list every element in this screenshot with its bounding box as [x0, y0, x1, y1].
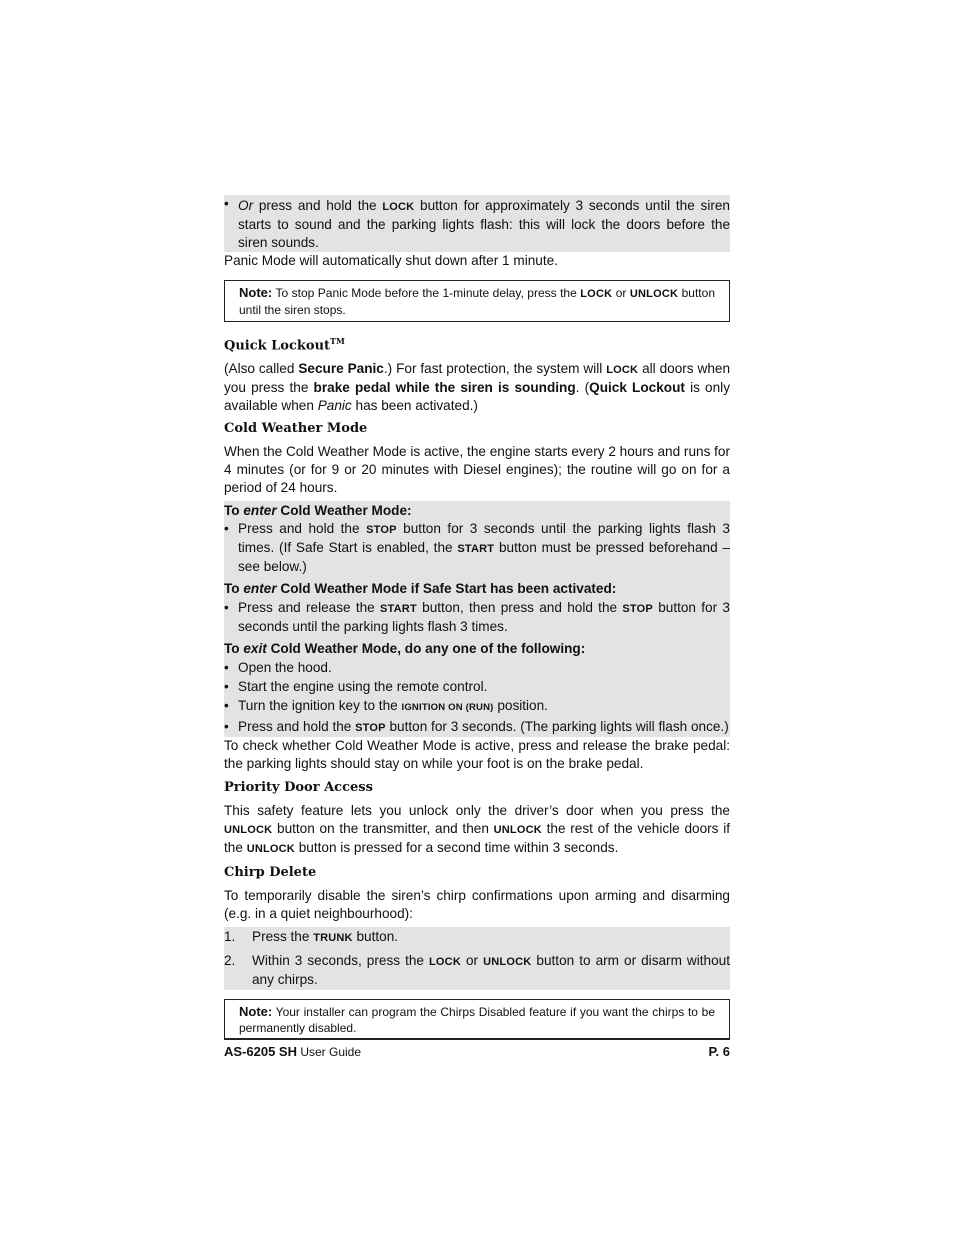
cold-weather-check-text: To check whether Cold Weather Mode is active, press and release the brake pedal: the parking lights should stay on while your foot is on the brake pedal.	[224, 738, 730, 772]
panic-lock-section	[224, 195, 730, 252]
note-box: Note: To stop Panic Mode before the 1-minute delay, press the LOCK or UNLOCK button until the siren stops.	[224, 280, 730, 322]
list-item: • Press and hold the STOP button for 3 seconds until the parking lights flash 3 times. (If Safe Start is enabled, the START button must be pressed beforehand – see below.)	[224, 520, 730, 576]
page-footer	[224, 1038, 730, 1059]
list-item: • Press and release the START button, then press and hold the STOP button for 3 seconds until the parking lights flash 3 times.	[224, 599, 730, 636]
list-item: • Press and hold the STOP button for 3 seconds. (The parking lights will flash once.)	[224, 718, 730, 737]
footer-title: AS-6205 SH User Guide	[224, 1044, 362, 1059]
list-item: • Or press and hold the LOCK button for approximately 3 seconds until the siren starts to sound and the parking lights flash: this will lock the doors before the siren sounds.	[224, 195, 730, 252]
subheading-enter: To enter Cold Weather Mode:	[224, 503, 412, 519]
section-heading-priority-door: Priority Door Access	[224, 780, 373, 796]
section-heading-chirp-delete: Chirp Delete	[224, 865, 317, 881]
page-number: P. 6	[708, 1044, 730, 1059]
panic-shutdown-text: Panic Mode will automatically shut down after 1 minute.	[224, 253, 558, 268]
list-item: 2. Within 3 seconds, press the LOCK or UNLOCK button to arm or disarm without any chirps.	[224, 953, 731, 988]
priority-door-text: This safety feature lets you unlock only the driver’s door when you press the UNLOCK button on the transmitter, and then UNLOCK the rest of the vehicle doors if the UNLOCK button is pressed for a second time within 3 seconds.	[224, 803, 730, 856]
quick-lockout-text: (Also called Secure Panic.) For fast protection, the system will LOCK all doors when you press the brake pedal while the siren is sounding. (Quick Lockout is only available when Panic has been activated.)	[224, 361, 731, 414]
chirp-delete-steps	[224, 927, 730, 990]
list-item: • Start the engine using the remote control.	[224, 678, 730, 696]
list-item: 1. Press the TRUNK button.	[224, 929, 399, 945]
subheading-enter-safe-start: To enter Cold Weather Mode if Safe Start has been activated:	[224, 581, 617, 597]
cold-weather-intro: When the Cold Weather Mode is active, the engine starts every 2 hours and runs for 4 minutes (or for 9 or 20 minutes with Diesel engines); the routine will go on for a period of 24 hours.	[224, 444, 731, 496]
cold-weather-instructions	[224, 501, 730, 737]
subheading-exit: To exit Cold Weather Mode, do any one of the following:	[224, 641, 586, 657]
section-heading-cold-weather: Cold Weather Mode	[224, 421, 368, 437]
list-item: • Turn the ignition key to the IGNITION ON (RUN) position.	[224, 697, 730, 717]
page-content	[224, 195, 730, 1040]
list-item: • Open the hood.	[224, 659, 730, 677]
note-box: Note: Your installer can program the Chirps Disabled feature if you want the chirps to be permanently disabled.	[224, 999, 730, 1040]
section-heading-quick-lockout: Quick Lockout™	[224, 336, 345, 354]
chirp-delete-intro: To temporarily disable the siren’s chirp confirmations upon arming and disarming (e.g. in a quiet neighbourhood):	[224, 888, 730, 922]
